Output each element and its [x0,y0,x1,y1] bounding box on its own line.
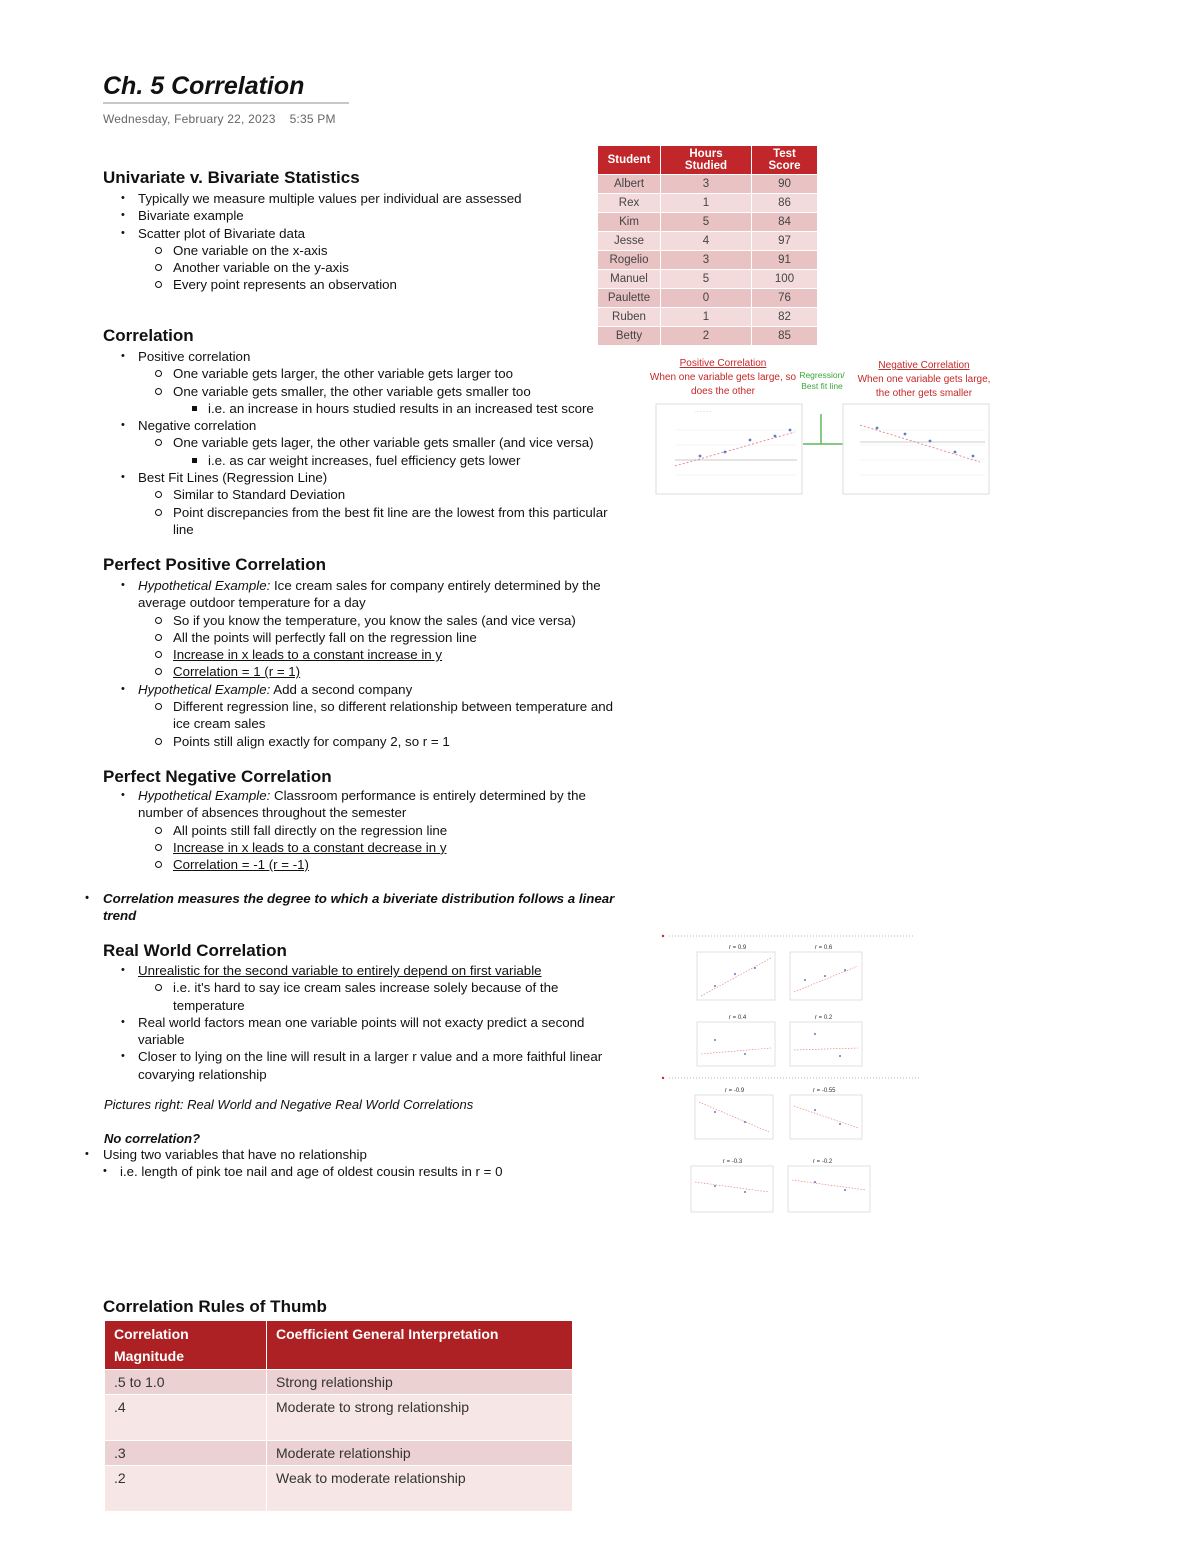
positive-plot-frame [656,404,802,494]
table-cell: 100 [752,270,818,289]
caption-title: Negative Correlation [878,360,970,371]
table-cell: .2 [105,1466,267,1512]
list-item: Correlation = -1 (r = -1) [103,856,631,873]
student-table [597,145,818,346]
summary-note: • Correlation measures the degree to which a biveriate distribution follows a linear trend [85,890,625,925]
list-item: • Real world factors mean one variable points will not exacty predict a second variable [103,1014,633,1049]
r-label: r = 0.9 [729,945,747,951]
section-heading-perfect-negative: Perfect Negative Correlation [103,767,332,786]
list-item: • Using two variables that have no relationship [85,1146,625,1163]
r-label: r = -0.3 [723,1159,743,1165]
list-item: • Scatter plot of Bivariate data [103,225,623,242]
table-cell: Strong relationship [267,1370,573,1395]
list-item: Increase in x leads to a constant increase in y [103,646,631,663]
section-heading-correlation: Correlation [103,326,194,345]
real-world-list [103,962,633,1083]
table-cell: Betty [598,327,661,346]
table-row [598,251,818,270]
list-item: All the points will perfectly fall on the regression line [103,629,631,646]
pictures-note: Pictures right: Real World and Negative Real World Correlations [104,1097,474,1112]
negative-plot-frame [843,404,989,494]
list-item: Different regression line, so different relationship between temperature and ice cream sales [103,698,631,733]
table-cell: .3 [105,1441,267,1466]
table-cell: 3 [661,251,752,270]
list-item: i.e. as car weight increases, fuel efficiency gets lower [103,452,633,469]
list-item [103,577,631,612]
r-label: r = -0.55 [813,1088,836,1094]
table-cell: Albert [598,175,661,194]
table-row [105,1441,573,1466]
list-item: One variable gets smaller, the other variable gets smaller too [103,383,633,400]
list-item: One variable on the x-axis [103,242,623,259]
table-row [598,327,818,346]
table-row [598,194,818,213]
table-cell: Ruben [598,308,661,327]
example-text: Classroom performance is entirely determined by the number of absences throughout the semester [138,788,586,821]
table-cell: 3 [661,175,752,194]
rules-of-thumb-table [104,1320,573,1512]
list-item: • Closer to lying on the line will result in a larger r value and a more faithful linear covarying relationship [103,1048,618,1083]
page-title: Ch. 5 Correlation [103,72,305,100]
table-cell: .5 to 1.0 [105,1370,267,1395]
table-cell: Jesse [598,232,661,251]
table-row [598,213,818,232]
r-label: r = 0.6 [815,945,833,951]
table-cell: Manuel [598,270,661,289]
negative-correlation-caption [850,359,998,401]
table-cell: 90 [752,175,818,194]
list-item: • Best Fit Lines (Regression Line) [103,469,633,486]
list-item: So if you know the temperature, you know the sales (and vice versa) [103,612,631,629]
table-cell: Rogelio [598,251,661,270]
list-item: One variable gets larger, the other variable gets larger too [103,365,633,382]
table-cell: 84 [752,213,818,232]
regression-line-caption: Regression/ Best fit line [799,370,845,391]
list-item [103,787,631,822]
caption-text: When one variable gets large, so does the other [649,372,797,397]
example-label: Hypothetical Example: [138,578,271,593]
section-heading-univariate: Univariate v. Bivariate Statistics [103,168,360,187]
table-cell: Rex [598,194,661,213]
caption-title: Positive Correlation [679,358,767,369]
list-item [103,681,631,698]
table-cell: 2 [661,327,752,346]
list-item: • Negative correlation [103,417,633,434]
table-cell: Kim [598,213,661,232]
table-cell: Moderate to strong relationship [267,1395,573,1441]
column-header: Hours Studied [661,146,752,175]
table-header-row [105,1321,573,1370]
table-cell: 76 [752,289,818,308]
no-correlation-list [85,1146,625,1181]
table-cell: 1 [661,308,752,327]
list-item: • Bivariate example [103,207,623,224]
r-label: r = 0.4 [729,1015,747,1021]
list-item: i.e. an increase in hours studied results in an increased test score [103,400,633,417]
list-item: Similar to Standard Deviation [103,486,633,503]
r-label: r = 0.2 [815,1015,833,1021]
example-text: Add a second company [270,681,413,697]
perfect-negative-list [103,787,631,873]
example-text: Ice cream sales for company entirely determined by the average outdoor temperature for a day [138,578,601,611]
univariate-list [103,190,623,294]
title-divider [103,102,349,104]
section-heading-rules-of-thumb: Correlation Rules of Thumb [103,1297,327,1316]
table-row [598,308,818,327]
section-heading-real-world: Real World Correlation [103,941,287,960]
correlation-scatter-figure [655,400,990,495]
table-row [598,232,818,251]
list-item: • i.e. length of pink toe nail and age of oldest cousin results in r = 0 [85,1163,625,1180]
section-heading-perfect-positive: Perfect Positive Correlation [103,555,326,574]
list-item: i.e. it's hard to say ice cream sales increase solely because of the temperature [103,979,593,1014]
list-item: All points still fall directly on the regression line [103,822,631,839]
table-cell: Paulette [598,289,661,308]
table-row [598,270,818,289]
table-cell: Weak to moderate relationship [267,1466,573,1512]
table-row [105,1466,573,1512]
table-row [598,289,818,308]
table-cell: 85 [752,327,818,346]
list-item: • Typically we measure multiple values per individual are assessed [103,190,623,207]
list-item: Every point represents an observation [103,276,623,293]
page-date [103,112,336,126]
perfect-positive-list [103,577,631,750]
column-header: Coefficient General Interpretation [267,1321,573,1370]
table-cell: 1 [661,194,752,213]
list-item: Correlation = 1 (r = 1) [103,663,631,680]
list-item: • Positive correlation [103,348,633,365]
list-item: One variable gets lager, the other variable gets smaller (and vice versa) [103,434,633,451]
table-row [105,1395,573,1441]
table-cell: 0 [661,289,752,308]
table-cell: 5 [661,213,752,232]
no-correlation-heading: No correlation? [104,1131,201,1146]
caption-text: When one variable gets large, the other gets smaller [857,374,991,399]
table-cell: 91 [752,251,818,270]
table-cell: .4 [105,1395,267,1441]
list-item: • Unrealistic for the second variable to entirely depend on first variable [103,962,633,979]
r-label: r = -0.2 [813,1159,833,1165]
list-item: Increase in x leads to a constant decrease in y [103,839,631,856]
time-text: 5:35 PM [289,112,336,126]
plot-title-placeholder: ··········· [695,409,712,414]
table-cell: 5 [661,270,752,289]
r-label: r = -0.9 [725,1088,745,1094]
table-row [105,1370,573,1395]
list-item: Point discrepancies from the best fit line are the lowest from this particular line [103,504,613,539]
column-header: Correlation Magnitude [105,1321,267,1370]
positive-correlation-caption [648,357,798,399]
table-cell: 82 [752,308,818,327]
real-world-correlation-figure [655,930,930,1220]
list-item: Another variable on the y-axis [103,259,623,276]
table-row [598,175,818,194]
summary-note-list [85,890,625,925]
table-header-row [598,146,818,175]
column-header: Student [598,146,661,175]
column-header: Test Score [752,146,818,175]
date-text: Wednesday, February 22, 2023 [103,112,276,126]
table-cell: 97 [752,232,818,251]
example-label: Hypothetical Example: [138,788,271,803]
list-item: Points still align exactly for company 2, so r = 1 [103,733,631,750]
table-cell: 86 [752,194,818,213]
table-cell: Moderate relationship [267,1441,573,1466]
correlation-list [103,348,633,538]
table-cell: 4 [661,232,752,251]
example-label: Hypothetical Example: [138,681,271,697]
